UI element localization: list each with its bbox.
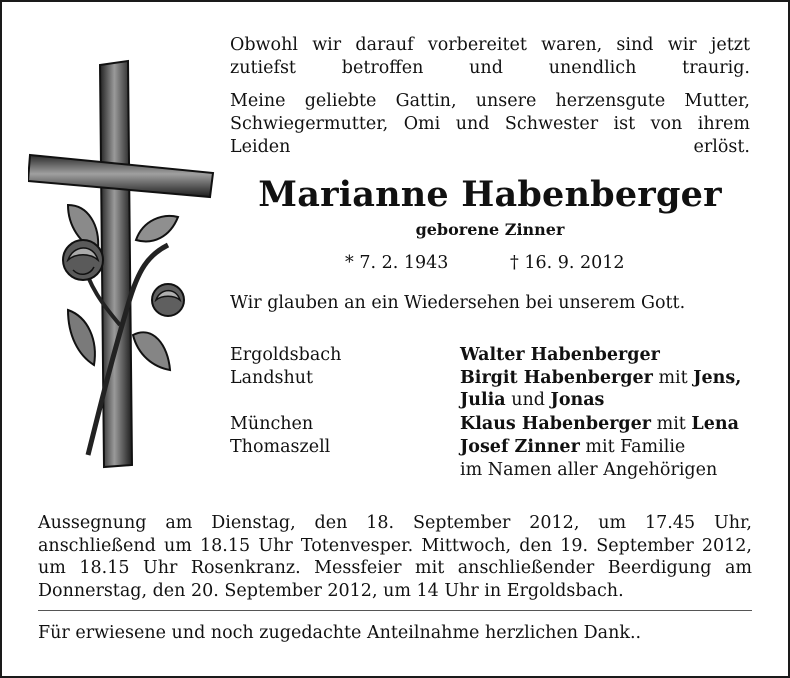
mourner-entry	[460, 413, 750, 435]
intro-paragraph-2: Meine geliebte Gattin, unsere herzensgute Mutter, Schwiegermutter, Omi und Schwester ist von ihrem Leiden erlöst.	[230, 91, 750, 157]
mourner-name: Walter Habenberger	[460, 345, 660, 365]
mourner-companion: Jens,	[693, 368, 742, 388]
faith-statement: Wir glauben an ein Wiedersehen bei unserem Gott.	[230, 293, 686, 313]
intro-paragraph-1: Obwohl wir darauf vorbereitet waren, sind wir jetzt zutiefst betroffen und unendlich traurig.	[230, 35, 750, 78]
birth-date: * 7. 2. 1943	[345, 253, 449, 273]
mourner-joiner: und	[511, 390, 545, 410]
mourner-joiner: mit	[658, 368, 688, 388]
mourners-closing: im Namen aller Angehörigen	[460, 460, 718, 480]
mourner-place: Landshut	[230, 368, 314, 388]
birth-name: geborene Zinner	[415, 220, 565, 239]
thanks-note: Für erwiesene und noch zugedachte Anteilnahme herzlichen Dank..	[38, 623, 642, 643]
mourner-companion: Julia	[460, 390, 506, 410]
mourner-place: München	[230, 414, 314, 434]
mourner-entry	[460, 436, 750, 458]
deceased-name: Marianne Habenberger	[258, 174, 722, 215]
mourner-entry	[460, 367, 750, 411]
mourner-name: Birgit Habenberger	[460, 368, 653, 388]
service-details: Aussegnung am Dienstag, den 18. September 2012, um 17.45 Uhr, anschließend um 18.15 Uhr Totenvesper. Mittwoch, den 19. September 2012, um 18.15 Uhr Rosenkranz. Messfeier mit anschließender Beerdigung am Donnerstag, den 20. September 2012, um 14 Uhr in Ergoldsbach.	[38, 513, 752, 601]
divider	[38, 610, 752, 611]
mourner-name: Klaus Habenberger	[460, 414, 652, 434]
mourner-suffix: mit Familie	[585, 437, 686, 457]
mourner-place: Thomaszell	[230, 437, 331, 457]
mourner-place: Ergoldsbach	[230, 345, 342, 365]
mourner-entry	[460, 344, 750, 366]
cross-with-roses-icon	[28, 55, 218, 470]
mourner-companion: Jonas	[550, 390, 605, 410]
mourner-name: Josef Zinner	[460, 437, 580, 457]
death-date: † 16. 9. 2012	[510, 253, 625, 273]
mourner-joiner: mit	[656, 414, 686, 434]
mourner-companion: Lena	[691, 414, 739, 434]
